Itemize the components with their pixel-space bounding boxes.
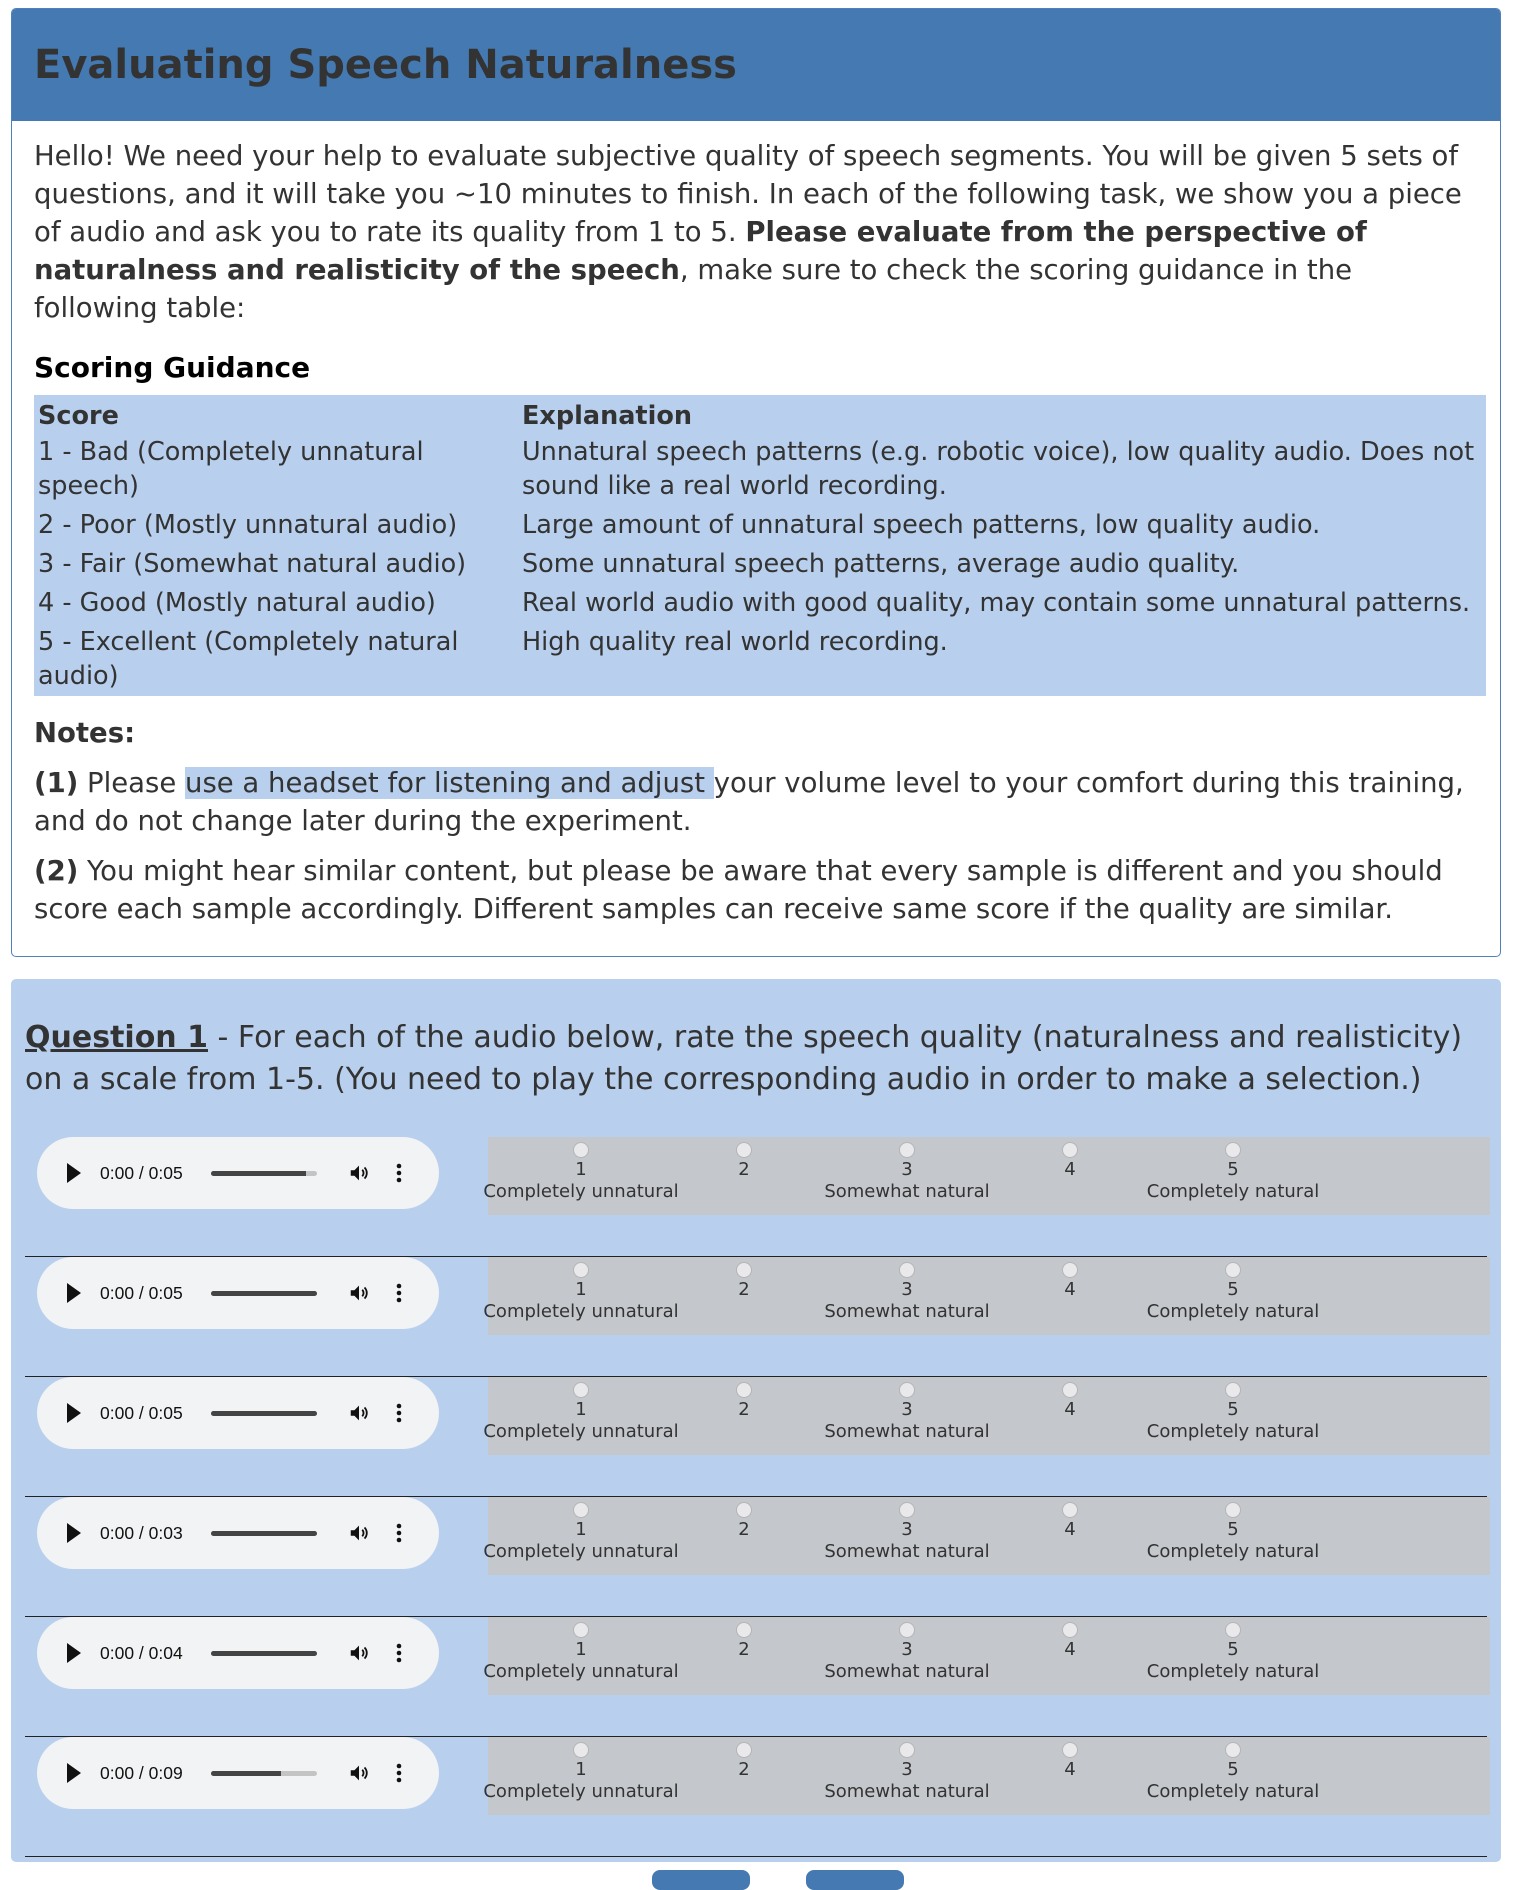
rating-value: 1	[575, 1159, 587, 1180]
audio-progress-slider[interactable]	[211, 1531, 317, 1536]
play-icon[interactable]	[67, 1403, 81, 1423]
rating-option-5[interactable]	[1133, 1142, 1333, 1203]
note-1	[34, 764, 1478, 840]
rating-label: Somewhat natural	[824, 1181, 990, 1202]
volume-icon[interactable]	[348, 1162, 370, 1188]
rating-value: 1	[575, 1759, 587, 1780]
audio-time: 0:00 / 0:05	[100, 1163, 183, 1183]
rating-value: 3	[901, 1519, 913, 1540]
table-row	[34, 623, 1486, 696]
more-options-icon[interactable]	[395, 1162, 403, 1188]
rating-value: 3	[901, 1639, 913, 1660]
play-icon[interactable]	[67, 1763, 81, 1783]
audio-time: 0:00 / 0:04	[100, 1643, 183, 1663]
rating-value: 3	[901, 1759, 913, 1780]
rating-label: Completely unnatural	[483, 1661, 679, 1682]
explanation-cell: Real world audio with good quality, may contain some unnatural patterns.	[522, 588, 1471, 618]
previous-button[interactable]	[652, 1870, 750, 1890]
table-header-row	[34, 395, 1486, 433]
rating-option-5[interactable]	[1133, 1622, 1333, 1683]
rating-label: Completely unnatural	[483, 1541, 679, 1562]
rating-radio[interactable]	[573, 1742, 589, 1758]
audio-row	[25, 1137, 1487, 1257]
rating-value: 5	[1227, 1519, 1239, 1540]
rating-radio[interactable]	[736, 1622, 752, 1638]
rating-radio[interactable]	[1225, 1742, 1241, 1758]
question-title	[25, 1017, 1487, 1101]
rating-label: Completely natural	[1146, 1541, 1320, 1562]
rating-radio[interactable]	[1062, 1382, 1078, 1398]
rating-value: 4	[1064, 1519, 1076, 1540]
audio-player[interactable]	[37, 1737, 439, 1809]
rating-label: Completely unnatural	[483, 1421, 679, 1442]
rating-option-5[interactable]	[1133, 1742, 1333, 1803]
rating-label: Somewhat natural	[824, 1781, 990, 1802]
audio-row	[25, 1617, 1487, 1737]
rating-value: 3	[901, 1399, 913, 1420]
rating-scale	[483, 1737, 1490, 1815]
rating-radio[interactable]	[573, 1622, 589, 1638]
rating-scale	[483, 1497, 1490, 1575]
next-button[interactable]	[806, 1870, 904, 1890]
table-row	[34, 433, 1486, 506]
intro-panel	[11, 8, 1501, 957]
explanation-cell: Unnatural speech patterns (e.g. robotic voice), low quality audio. Does not sound like a real world recording.	[522, 437, 1475, 501]
note-1-after: your volume level to your comfort during this training, and do not change later during the experiment.	[34, 767, 1464, 837]
note-1-highlight: use a headset for listening and adjust	[185, 767, 714, 799]
rating-radio[interactable]	[899, 1502, 915, 1518]
rating-radio[interactable]	[899, 1622, 915, 1638]
audio-player[interactable]	[37, 1257, 439, 1329]
audio-time: 0:00 / 0:05	[100, 1403, 183, 1423]
rating-radio[interactable]	[1225, 1502, 1241, 1518]
rating-value: 5	[1227, 1759, 1239, 1780]
rating-label: Completely unnatural	[483, 1181, 679, 1202]
audio-row	[25, 1257, 1487, 1377]
rating-value: 4	[1064, 1159, 1076, 1180]
score-cell: 3 - Fair (Somewhat natural audio)	[38, 549, 467, 579]
rating-value: 2	[738, 1159, 750, 1180]
rating-value: 1	[575, 1519, 587, 1540]
audio-row	[25, 1497, 1487, 1617]
note-1-before: Please	[78, 767, 186, 799]
audio-rows-list	[25, 1137, 1487, 1857]
rating-radio[interactable]	[573, 1382, 589, 1398]
rating-value: 2	[738, 1759, 750, 1780]
rating-radio[interactable]	[1225, 1262, 1241, 1278]
rating-label: Somewhat natural	[824, 1661, 990, 1682]
intro-text-bold: Please evaluate from the perspective of naturalness and realisticity of the speech	[34, 216, 1367, 286]
question-text: - For each of the audio below, rate the speech quality (naturalness and realisticity) on a scale from 1-5. (You need to play the corresponding audio in order to make a selection.)	[25, 1020, 1463, 1097]
rating-value: 5	[1227, 1639, 1239, 1660]
note-2-label: (2)	[34, 855, 79, 887]
volume-icon[interactable]	[348, 1642, 370, 1668]
rating-value: 5	[1227, 1279, 1239, 1300]
rating-value: 1	[575, 1639, 587, 1660]
explanation-cell: Large amount of unnatural speech patterns, low quality audio.	[522, 510, 1321, 540]
more-options-icon[interactable]	[395, 1762, 403, 1788]
volume-icon[interactable]	[348, 1762, 370, 1788]
rating-radio[interactable]	[899, 1142, 915, 1158]
rating-radio[interactable]	[1062, 1622, 1078, 1638]
audio-progress-slider[interactable]	[211, 1171, 317, 1176]
audio-buffered-fill	[211, 1411, 317, 1416]
rating-value: 4	[1064, 1279, 1076, 1300]
rating-radio[interactable]	[899, 1262, 915, 1278]
audio-player[interactable]	[37, 1377, 439, 1449]
audio-buffered-fill	[211, 1771, 281, 1776]
rating-option-5[interactable]	[1133, 1262, 1333, 1323]
table-header-score: Score	[38, 401, 119, 431]
rating-radio[interactable]	[736, 1742, 752, 1758]
rating-value: 2	[738, 1399, 750, 1420]
note-2	[34, 852, 1478, 928]
rating-radio[interactable]	[736, 1142, 752, 1158]
audio-progress-slider[interactable]	[211, 1771, 317, 1776]
audio-player[interactable]	[37, 1137, 439, 1209]
rating-value: 5	[1227, 1399, 1239, 1420]
volume-icon[interactable]	[348, 1282, 370, 1308]
rating-label: Completely unnatural	[483, 1781, 679, 1802]
scoring-guidance-table	[34, 395, 1486, 696]
rating-value: 1	[575, 1279, 587, 1300]
notes-title: Notes:	[34, 717, 136, 749]
audio-buffered-fill	[211, 1531, 317, 1536]
rating-radio[interactable]	[736, 1262, 752, 1278]
more-options-icon[interactable]	[395, 1522, 403, 1548]
rating-label: Completely natural	[1146, 1301, 1320, 1322]
rating-value: 1	[575, 1399, 587, 1420]
play-icon[interactable]	[67, 1163, 81, 1183]
audio-progress-slider[interactable]	[211, 1651, 317, 1656]
score-cell: 1 - Bad (Completely unnatural speech)	[38, 437, 424, 501]
rating-radio[interactable]	[736, 1382, 752, 1398]
intro-text-plain: Hello! We need your help to evaluate subjective quality of speech segments. You will be given 5 sets of questions, and it will take you ~10 minutes to finish. In each of the following task, we show you a piece of audio and ask you to rate its quality from 1 to 5.	[34, 140, 1462, 248]
rating-value: 3	[901, 1159, 913, 1180]
rating-scale	[483, 1137, 1490, 1215]
rating-scale	[483, 1257, 1490, 1335]
table-header-explanation: Explanation	[522, 401, 693, 431]
rating-scale	[483, 1617, 1490, 1695]
more-options-icon[interactable]	[395, 1282, 403, 1308]
rating-option-5[interactable]	[1133, 1382, 1333, 1443]
intro-text-tail: , make sure to check the scoring guidance in the following table:	[34, 254, 1353, 324]
rating-option-5[interactable]	[1133, 1502, 1333, 1563]
table-row	[34, 506, 1486, 545]
audio-row	[25, 1737, 1487, 1857]
question-panel	[11, 979, 1501, 1862]
rating-radio[interactable]	[1225, 1622, 1241, 1638]
rating-value: 4	[1064, 1639, 1076, 1660]
audio-progress-slider[interactable]	[211, 1411, 317, 1416]
volume-icon[interactable]	[348, 1402, 370, 1428]
table-row	[34, 545, 1486, 584]
more-options-icon[interactable]	[395, 1642, 403, 1668]
more-options-icon[interactable]	[395, 1402, 403, 1428]
note-1-label: (1)	[34, 767, 79, 799]
table-row	[34, 584, 1486, 623]
score-cell: 5 - Excellent (Completely natural audio)	[38, 627, 459, 691]
audio-time: 0:00 / 0:03	[100, 1523, 183, 1543]
rating-label: Completely natural	[1146, 1421, 1320, 1442]
audio-progress-slider[interactable]	[211, 1291, 317, 1296]
audio-buffered-fill	[211, 1291, 317, 1296]
volume-icon[interactable]	[348, 1522, 370, 1548]
rating-value: 4	[1064, 1399, 1076, 1420]
rating-radio[interactable]	[736, 1502, 752, 1518]
rating-label: Somewhat natural	[824, 1541, 990, 1562]
rating-value: 2	[738, 1639, 750, 1660]
audio-buffered-fill	[211, 1171, 306, 1176]
score-cell: 4 - Good (Mostly natural audio)	[38, 588, 436, 618]
explanation-cell: High quality real world recording.	[522, 627, 948, 657]
intro-text	[34, 137, 1478, 327]
play-icon[interactable]	[67, 1283, 81, 1303]
rating-scale	[483, 1377, 1490, 1455]
rating-radio[interactable]	[1062, 1742, 1078, 1758]
rating-radio[interactable]	[899, 1742, 915, 1758]
play-icon[interactable]	[67, 1643, 81, 1663]
rating-value: 5	[1227, 1159, 1239, 1180]
rating-value: 3	[901, 1279, 913, 1300]
rating-value: 4	[1064, 1759, 1076, 1780]
rating-value: 2	[738, 1519, 750, 1540]
rating-radio[interactable]	[573, 1502, 589, 1518]
rating-radio[interactable]	[1062, 1142, 1078, 1158]
rating-radio[interactable]	[1225, 1382, 1241, 1398]
question-number: Question 1	[25, 1020, 208, 1055]
play-icon[interactable]	[67, 1523, 81, 1543]
rating-radio[interactable]	[573, 1142, 589, 1158]
audio-player[interactable]	[37, 1617, 439, 1689]
page-title: Evaluating Speech Naturalness	[34, 42, 737, 88]
intro-body	[12, 121, 1500, 928]
rating-label: Completely natural	[1146, 1181, 1320, 1202]
rating-label: Completely unnatural	[483, 1301, 679, 1322]
explanation-cell: Some unnatural speech patterns, average audio quality.	[522, 549, 1240, 579]
audio-time: 0:00 / 0:09	[100, 1763, 183, 1783]
rating-radio[interactable]	[1225, 1142, 1241, 1158]
scoring-guidance-title: Scoring Guidance	[34, 351, 311, 384]
rating-label: Completely natural	[1146, 1661, 1320, 1682]
rating-label: Completely natural	[1146, 1781, 1320, 1802]
score-cell: 2 - Poor (Mostly unnatural audio)	[38, 510, 458, 540]
audio-row	[25, 1377, 1487, 1497]
audio-player[interactable]	[37, 1497, 439, 1569]
audio-buffered-fill	[211, 1651, 317, 1656]
rating-radio[interactable]	[1062, 1502, 1078, 1518]
intro-header	[12, 9, 1500, 121]
rating-value: 2	[738, 1279, 750, 1300]
note-2-text: You might hear similar content, but please be aware that every sample is different and you should score each sample accordingly. Different samples can receive same score if the quality are similar.	[34, 855, 1443, 925]
rating-label: Somewhat natural	[824, 1421, 990, 1442]
rating-radio[interactable]	[1062, 1262, 1078, 1278]
audio-time: 0:00 / 0:05	[100, 1283, 183, 1303]
rating-label: Somewhat natural	[824, 1301, 990, 1322]
rating-radio[interactable]	[573, 1262, 589, 1278]
rating-radio[interactable]	[899, 1382, 915, 1398]
